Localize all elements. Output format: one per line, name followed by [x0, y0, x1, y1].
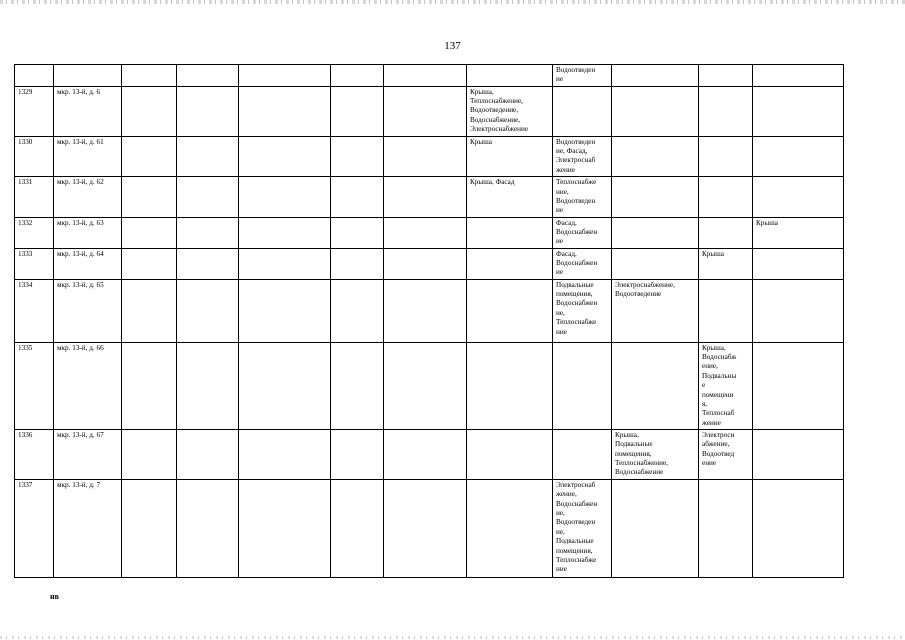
table-cell: [699, 248, 753, 279]
table-cell: [122, 217, 177, 248]
table-cell: [612, 342, 699, 429]
table-cell: [331, 342, 384, 429]
cell-text: мкр. 13-й, д. 65: [57, 280, 104, 289]
table-cell: [331, 177, 384, 217]
cell-text: Теплоснабже ние, Водоотведен ие: [556, 178, 597, 215]
table-cell: [384, 429, 467, 479]
table-cell: [467, 248, 553, 279]
table-cell: [384, 248, 467, 279]
table-cell: [122, 65, 177, 87]
table-cell: [753, 479, 844, 577]
table-cell: [122, 177, 177, 217]
cell-text: Крыша: [470, 137, 492, 146]
table-cell: [553, 429, 612, 479]
table-row: [15, 177, 844, 217]
table-cell: [612, 86, 699, 136]
table-body: [15, 65, 844, 578]
table-cell: [699, 217, 753, 248]
table-cell: [177, 429, 239, 479]
cell-text: мкр. 13-й, д. 7: [57, 480, 101, 489]
table-cell: [239, 177, 331, 217]
table-cell: [331, 136, 384, 176]
address-cell: [54, 65, 122, 87]
table-cell: [331, 248, 384, 279]
table-cell: [553, 479, 612, 577]
table-cell: [239, 65, 331, 87]
table-row: [15, 65, 844, 87]
address-cell: [54, 217, 122, 248]
table-cell: [384, 479, 467, 577]
cell-text: мкр. 13-й, д. 62: [57, 178, 104, 187]
table-cell: [467, 177, 553, 217]
scan-edge-bottom: [0, 636, 905, 639]
table-cell: [239, 279, 331, 342]
table-cell: [553, 136, 612, 176]
address-cell: [54, 248, 122, 279]
row-number-cell: [15, 217, 54, 248]
table-cell: [553, 279, 612, 342]
table-cell: [467, 217, 553, 248]
table-cell: [467, 136, 553, 176]
table-cell: [753, 217, 844, 248]
cell-text: Крыша, Теплоснабжение, Водоотведение, Водоснабжение, Электроснабжение: [470, 87, 529, 134]
table-cell: [753, 248, 844, 279]
row-number-cell: [15, 342, 54, 429]
table-cell: [612, 279, 699, 342]
cell-text: мкр. 13-й, д. 64: [57, 249, 104, 258]
table-row: [15, 342, 844, 429]
table-cell: [331, 86, 384, 136]
table-cell: [177, 177, 239, 217]
table-cell: [553, 177, 612, 217]
table-cell: [753, 429, 844, 479]
table-cell: [331, 65, 384, 87]
cell-text: Крыша: [756, 218, 778, 227]
cell-text: Водоотведен ие, Фасад, Электроснаб жение: [556, 137, 596, 174]
cell-text: Электроснабжение, Водоотведение: [615, 280, 675, 299]
table-cell: [467, 86, 553, 136]
table-cell: [699, 136, 753, 176]
table-cell: [122, 429, 177, 479]
cell-text: мкр. 13-й, д. 67: [57, 430, 104, 439]
table-cell: [553, 217, 612, 248]
table-cell: [122, 279, 177, 342]
cell-text: Крыша, Фасад: [470, 178, 515, 187]
table-cell: [384, 177, 467, 217]
table-cell: [753, 279, 844, 342]
table-cell: [467, 279, 553, 342]
cell-text: Подвальные помещения, Водоснабжен ие, Теплоснабже ние: [556, 280, 598, 336]
table-cell: [122, 479, 177, 577]
table-cell: [177, 342, 239, 429]
cell-text: Фасад, Водоснабжен ие: [556, 218, 598, 246]
table-cell: [612, 177, 699, 217]
footer-mark: нв: [50, 592, 59, 601]
cell-text: Электроси абжение, Водоотвед ение: [702, 430, 735, 468]
table-cell: [177, 136, 239, 176]
table-cell: [467, 479, 553, 577]
table-cell: [384, 279, 467, 342]
row-number-cell: [15, 248, 54, 279]
table-cell: [753, 177, 844, 217]
cell-text: 1335: [18, 343, 33, 352]
table-cell: [239, 429, 331, 479]
table-cell: [612, 65, 699, 87]
scan-edge-top: [0, 0, 905, 4]
table-cell: [699, 177, 753, 217]
cell-text: Крыша, Подвальные помещения, Теплоснабжение, Водоснабжение: [615, 430, 668, 477]
address-cell: [54, 136, 122, 176]
row-number-cell: [15, 479, 54, 577]
address-cell: [54, 429, 122, 479]
address-cell: [54, 342, 122, 429]
table-cell: [122, 248, 177, 279]
table-cell: [239, 248, 331, 279]
cell-text: Фасад, Водоснабжен ие: [556, 249, 598, 277]
row-number-cell: [15, 279, 54, 342]
table-cell: [239, 342, 331, 429]
table-cell: [239, 86, 331, 136]
address-cell: [54, 177, 122, 217]
table-cell: [331, 479, 384, 577]
cell-text: 1334: [18, 280, 33, 289]
page-number: 137: [444, 40, 461, 52]
row-number-cell: [15, 429, 54, 479]
table-cell: [331, 429, 384, 479]
table-row: [15, 86, 844, 136]
row-number-cell: [15, 65, 54, 87]
address-cell: [54, 279, 122, 342]
table-cell: [177, 248, 239, 279]
table-cell: [612, 136, 699, 176]
table-cell: [699, 65, 753, 87]
table-cell: [612, 429, 699, 479]
cell-text: 1330: [18, 137, 33, 146]
address-cell: [54, 479, 122, 577]
table-cell: [331, 217, 384, 248]
cell-text: Крыша: [702, 249, 724, 258]
row-number-cell: [15, 136, 54, 176]
table-row: [15, 217, 844, 248]
cell-text: 1333: [18, 249, 33, 258]
table-cell: [122, 136, 177, 176]
table-cell: [239, 217, 331, 248]
table-cell: [239, 136, 331, 176]
table-cell: [177, 217, 239, 248]
table-cell: [753, 86, 844, 136]
table-cell: [384, 65, 467, 87]
table-cell: [384, 342, 467, 429]
cell-text: 1337: [18, 480, 33, 489]
cell-text: 1331: [18, 178, 33, 187]
table-cell: [384, 217, 467, 248]
cell-text: 1332: [18, 218, 33, 227]
table-cell: [699, 279, 753, 342]
table-cell: [612, 479, 699, 577]
table-row: [15, 279, 844, 342]
table-cell: [699, 479, 753, 577]
table-cell: [699, 342, 753, 429]
table-cell: [553, 86, 612, 136]
table-row: [15, 479, 844, 577]
table-cell: [467, 429, 553, 479]
table-cell: [467, 65, 553, 87]
table-cell: [177, 86, 239, 136]
table-cell: [699, 86, 753, 136]
table-cell: [384, 86, 467, 136]
table-row: [15, 429, 844, 479]
table-cell: [239, 479, 331, 577]
table-cell: [753, 342, 844, 429]
table-cell: [753, 65, 844, 87]
table-row: [15, 248, 844, 279]
table-cell: [122, 342, 177, 429]
table-cell: [612, 248, 699, 279]
table-cell: [467, 342, 553, 429]
table-cell: [122, 86, 177, 136]
cell-text: мкр. 13-й, д. 6: [57, 87, 101, 96]
cell-text: мкр. 13-й, д. 66: [57, 343, 104, 352]
table-cell: [331, 279, 384, 342]
row-number-cell: [15, 86, 54, 136]
cell-text: Водоотведен ие: [556, 66, 596, 84]
table-cell: [553, 342, 612, 429]
table-cell: [553, 65, 612, 87]
cell-text: 1329: [18, 87, 33, 96]
table-cell: [553, 248, 612, 279]
table-cell: [177, 479, 239, 577]
table-cell: [753, 136, 844, 176]
table-row: [15, 136, 844, 176]
table-cell: [384, 136, 467, 176]
table-cell: [177, 65, 239, 87]
cell-text: Крыша, Водоснабж ение, Подвальны е помещени я, Теплоснаб жение: [702, 343, 737, 427]
cell-text: мкр. 13-й, д. 61: [57, 137, 104, 146]
cell-text: Электроснаб жение, Водоснабжен ие, Водоотведен ие, Подвальные помещения, Теплоснабже ние: [556, 480, 598, 574]
table-cell: [699, 429, 753, 479]
cell-text: мкр. 13-й, д. 63: [57, 218, 104, 227]
address-cell: [54, 86, 122, 136]
table-cell: [177, 279, 239, 342]
row-number-cell: [15, 177, 54, 217]
table-cell: [612, 217, 699, 248]
register-table: [14, 64, 844, 578]
cell-text: 1336: [18, 430, 33, 439]
